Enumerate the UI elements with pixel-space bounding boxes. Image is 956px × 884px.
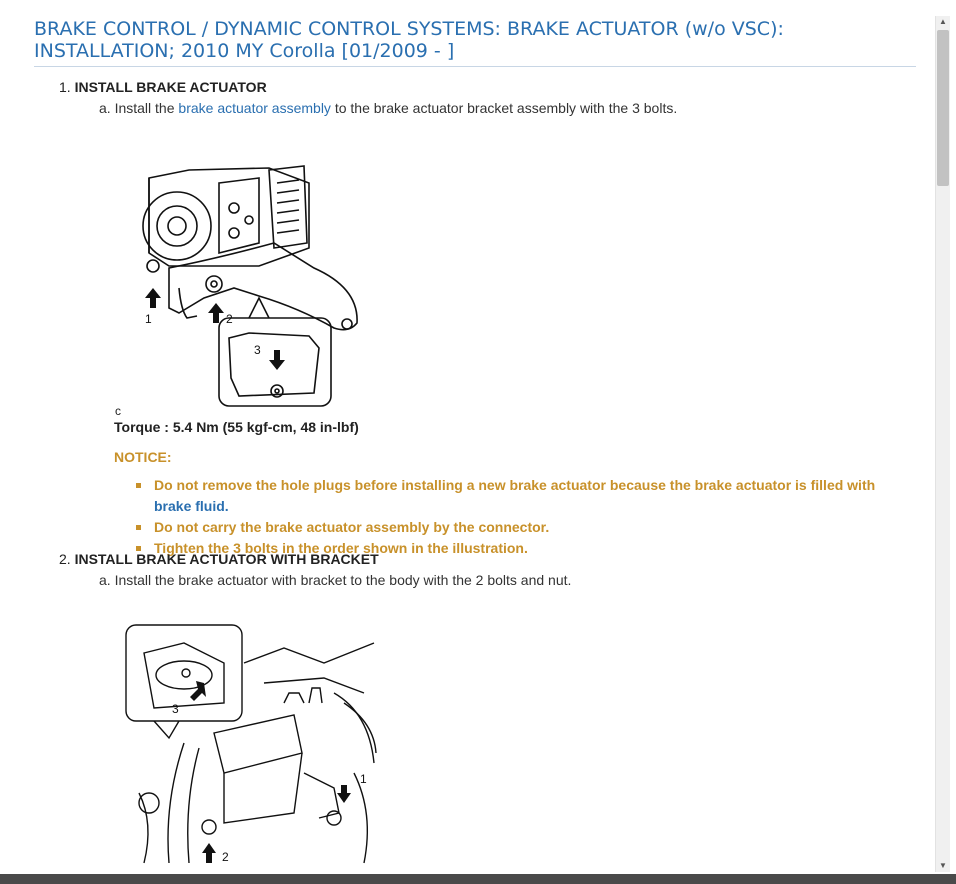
step-2-heading bbox=[59, 551, 379, 567]
scrollbar-thumb[interactable] bbox=[937, 30, 949, 186]
step-1a-text-before: Install the bbox=[114, 100, 175, 116]
arrow-icon bbox=[208, 303, 224, 323]
arrow-icon bbox=[202, 843, 216, 863]
notice-item: Tighten the 3 bolts in the order shown in the illustration. bbox=[136, 538, 916, 559]
document-content bbox=[34, 18, 916, 874]
callout-3: 3 bbox=[254, 343, 261, 357]
torque-spec: Torque : 5.4 Nm (55 kgf-cm, 48 in-lbf) bbox=[114, 419, 359, 435]
scroll-down-arrow-icon[interactable]: ▼ bbox=[939, 861, 947, 870]
step-2a-instruction bbox=[99, 572, 571, 588]
arrow-icon bbox=[190, 681, 206, 701]
scroll-up-arrow-icon[interactable]: ▲ bbox=[939, 17, 947, 26]
window-bottom-frame bbox=[0, 874, 956, 884]
callout-2: 2 bbox=[222, 850, 229, 864]
page-title: BRAKE CONTROL / DYNAMIC CONTROL SYSTEMS: BRAKE ACTUATOR (w/o VSC): INSTALLATION; 2010 MY Corolla [01/2009 - ] bbox=[34, 18, 916, 67]
step-1a-label: a. bbox=[99, 100, 111, 116]
step-1-number: 1. bbox=[59, 79, 71, 95]
notice-item: Do not carry the brake actuator assembly by the connector. bbox=[136, 517, 916, 538]
brake-fluid-link[interactable]: brake fluid bbox=[154, 498, 225, 514]
step-2a-label: a. bbox=[99, 572, 111, 588]
brake-actuator-assembly-link[interactable]: brake actuator assembly bbox=[178, 100, 331, 116]
figure-code: c bbox=[115, 404, 121, 418]
callout-1: 1 bbox=[360, 772, 367, 786]
step-1a-instruction bbox=[99, 100, 677, 116]
step-1-title: INSTALL BRAKE ACTUATOR bbox=[74, 79, 267, 95]
callout-2: 2 bbox=[226, 312, 233, 326]
step-2a-text: Install the brake actuator with bracket to the body with the 2 bolts and nut. bbox=[114, 572, 572, 588]
notice-label: NOTICE: bbox=[114, 449, 172, 465]
step-2-title: INSTALL BRAKE ACTUATOR WITH BRACKET bbox=[74, 551, 379, 567]
vertical-scrollbar[interactable] bbox=[935, 16, 950, 872]
step-2-number: 2. bbox=[59, 551, 71, 567]
step-1a-text-after: to the brake actuator bracket assembly with the 3 bolts. bbox=[334, 100, 678, 116]
arrow-icon bbox=[269, 350, 285, 370]
callout-3: 3 bbox=[172, 702, 179, 716]
actuator-bracket-illustration bbox=[124, 623, 384, 874]
arrow-icon bbox=[337, 785, 351, 803]
notice-item: Do not remove the hole plugs before installing a new brake actuator because the brake actuator is filled with brake fluid. bbox=[136, 475, 916, 517]
brake-actuator-illustration bbox=[109, 148, 369, 410]
arrow-icon bbox=[145, 288, 161, 308]
notice-list bbox=[136, 475, 916, 559]
callout-1: 1 bbox=[145, 312, 152, 326]
step-1-heading bbox=[59, 79, 267, 95]
window-left-frame bbox=[0, 0, 14, 884]
